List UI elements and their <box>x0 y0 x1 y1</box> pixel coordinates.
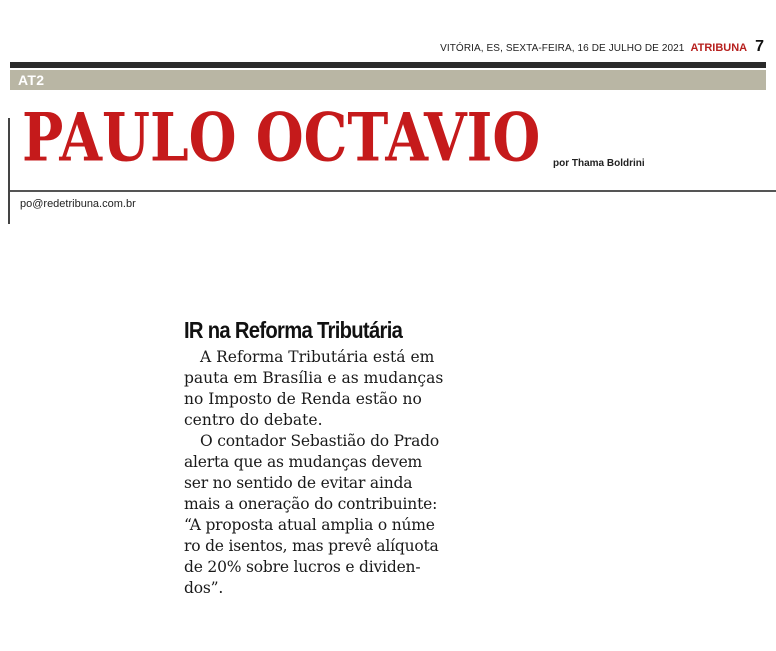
column-email: po@redetribuna.com.br <box>20 198 136 210</box>
masthead-rule <box>10 190 776 192</box>
text-line: “A proposta atual amplia o núme <box>184 516 435 534</box>
dateline <box>440 38 764 56</box>
byline: por Thama Boldrini <box>553 158 645 169</box>
text-line: dos”. <box>184 579 224 597</box>
text-line: O contador Sebastião do Prado <box>200 432 439 450</box>
text-line: no Imposto de Renda estão no <box>184 390 422 408</box>
article-paragraph-1 <box>184 347 474 431</box>
text-line: mais a oneração do contribuinte: <box>184 495 438 513</box>
text-line: de 20% sobre lucros e dividen- <box>184 558 421 576</box>
section-band <box>10 70 766 90</box>
section-label: AT2 <box>18 72 45 88</box>
article-headline: IR na Reforma Tributária <box>184 317 403 343</box>
text-line: pauta em Brasília e as mudanças <box>184 369 444 387</box>
newspaper-brand: ATRIBUNA <box>690 42 748 54</box>
left-rule <box>8 118 10 224</box>
page-number: 7 <box>755 38 764 55</box>
dateline-date: VITÓRIA, ES, SEXTA-FEIRA, 16 DE JULHO DE 2021 <box>440 43 685 54</box>
article-paragraph-2 <box>184 431 474 599</box>
top-rule <box>10 62 766 68</box>
text-line: alerta que as mudanças devem <box>184 453 423 471</box>
text-line: A Reforma Tributária está em <box>200 348 435 366</box>
article <box>184 315 474 599</box>
text-line: ro de isentos, mas prevê alíquota <box>184 537 439 555</box>
text-line: ser no sentido de evitar ainda <box>184 474 413 492</box>
column-title: PAULO OCTAVIO <box>22 98 541 176</box>
text-line: centro do debate. <box>184 411 323 429</box>
